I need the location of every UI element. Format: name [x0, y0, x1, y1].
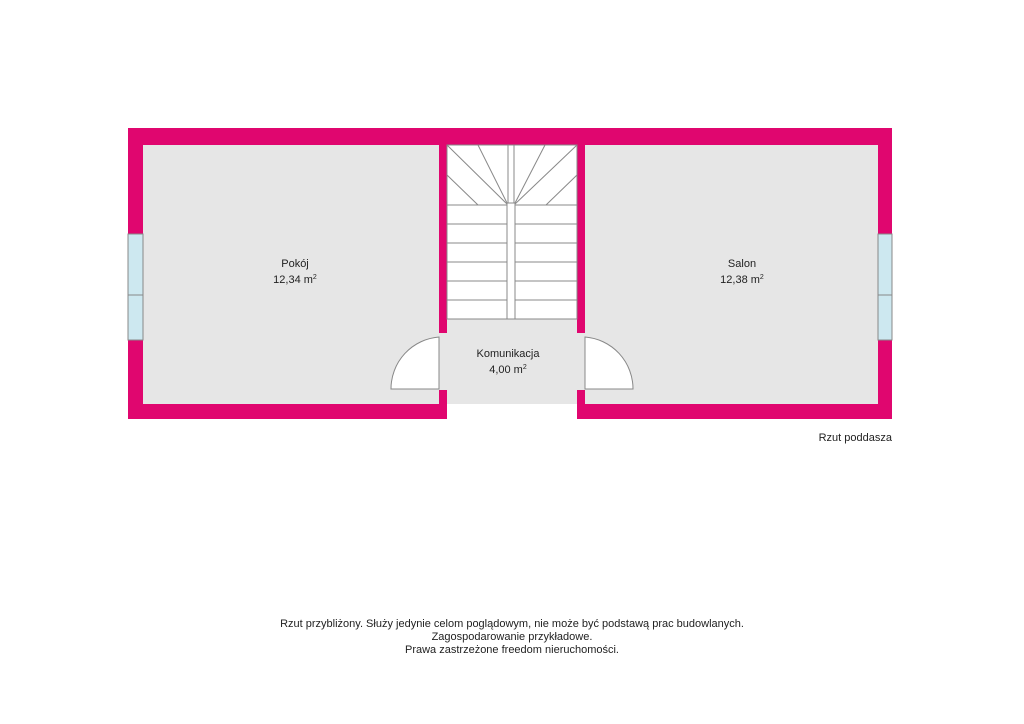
window-left [128, 234, 143, 340]
room-area: 12,34 $m^2$ [273, 274, 317, 286]
room-name: Komunikacja [476, 348, 540, 360]
window-right [878, 234, 892, 340]
door-opening-left [439, 333, 447, 390]
disclaimer-line: Rzut przybliżony. Służy jedynie celom poglądowym, nie może być podstawą prac budowlanych. [280, 618, 744, 630]
disclaimer-line: Zagospodarowanie przykładowe. [431, 631, 593, 643]
room-area: 4,00 $m^2$ [489, 364, 527, 376]
room-name: Pokój [281, 258, 309, 270]
corridor-floor [447, 390, 577, 404]
room-label-pokoj [235, 257, 355, 287]
room-label-salon [682, 257, 802, 287]
plan-caption: Rzut poddasza [818, 432, 892, 444]
staircase [447, 145, 577, 319]
room-area: 12,38 $m^2$ [720, 274, 764, 286]
disclaimer-line: Prawa zastrzeżone freedom nieruchomości. [405, 644, 619, 656]
room-label-komunikacja [448, 347, 568, 377]
door-opening-right [577, 333, 585, 390]
disclaimer [0, 618, 1024, 657]
room-name: Salon [727, 258, 757, 270]
